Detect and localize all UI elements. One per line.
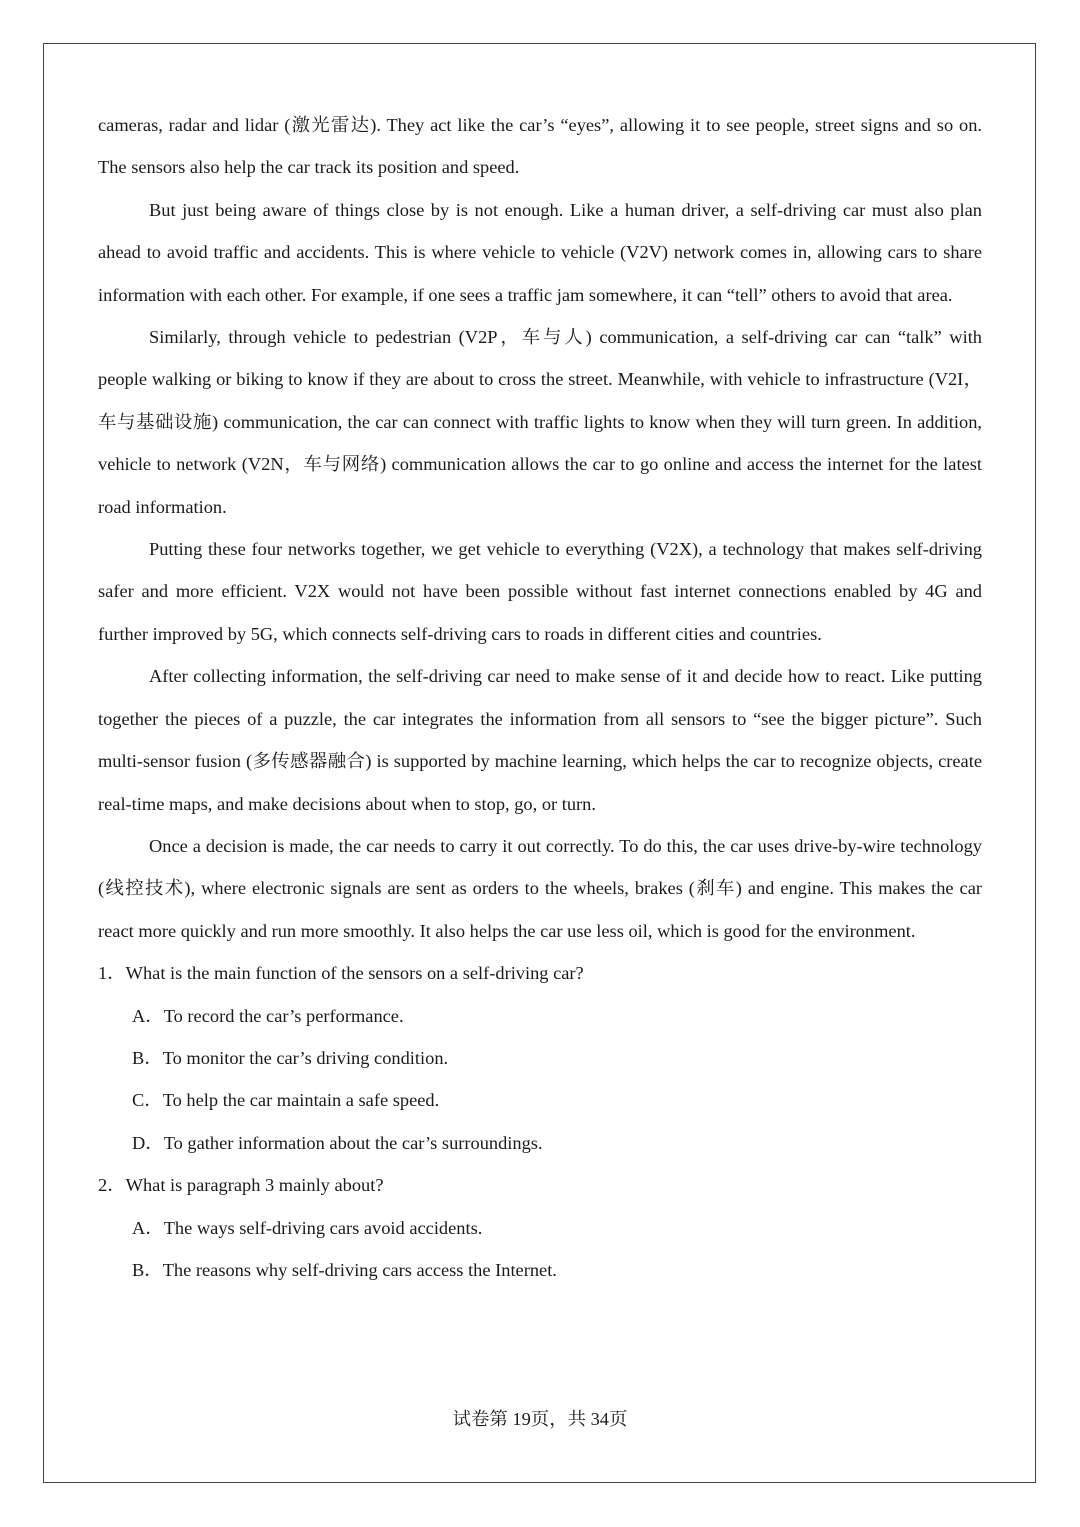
option-letter: C (132, 1090, 145, 1111)
question-2-stem: 2．What is paragraph 3 mainly about? (98, 1175, 384, 1196)
question-number: 1 (98, 963, 108, 984)
question-1-option-c[interactable]: C．To help the car maintain a safe speed. (132, 1090, 440, 1111)
option-text: To record the car’s performance. (163, 1005, 404, 1026)
question-1-option-a[interactable]: A．To record the car’s performance. (132, 1005, 404, 1026)
option-letter: D (132, 1132, 146, 1153)
question-1-option-b[interactable]: B．To monitor the car’s driving condition. (132, 1047, 449, 1068)
question-text: What is the main function of the sensors on a self-driving car? (125, 963, 584, 984)
passage-paragraph: Once a decision is made, the car needs to carry it out correctly. To do this, the car uses drive-by-wire technology (线控技术), where electronic signals are sent as orders to the wheels, brakes (刹车) and engine. This makes the car react more quickly and run more smoothly. It also helps the car use less oil, which is good for the environment. (98, 835, 982, 941)
option-text: To monitor the car’s driving condition. (162, 1047, 449, 1068)
option-letter: A (132, 1005, 146, 1026)
question-number: 2 (98, 1175, 108, 1196)
passage-paragraph: cameras, radar and lidar (激光雷达). They act like the car’s “eyes”, allowing it to see people, street signs and so on. The sensors also help the car track its position and speed. (98, 115, 982, 178)
question-2-option-a[interactable]: A．The ways self-driving cars avoid accidents. (132, 1217, 483, 1238)
option-text: To gather information about the car’s surroundings. (163, 1132, 543, 1153)
passage-paragraph: But just being aware of things close by is not enough. Like a human driver, a self-driving car must also plan ahead to avoid traffic and accidents. This is where vehicle to vehicle (V2V) network comes in, allowing cars to share information with each other. For example, if one sees a traffic jam somewhere, it can “tell” others to avoid that area. (98, 199, 982, 305)
option-text: The reasons why self-driving cars access the Internet. (162, 1259, 557, 1280)
option-letter: A (132, 1217, 146, 1238)
page-footer: 试卷第 19页，共 34页 (452, 1409, 628, 1429)
option-letter: B (132, 1259, 145, 1280)
option-letter: B (132, 1047, 145, 1068)
passage-paragraph: After collecting information, the self-driving car need to make sense of it and decide how to react. Like putting together the pieces of a puzzle, the car integrates the information from all sensors to “see the bigger picture”. Such multi-sensor fusion (多传感器融合) is supported by machine learning, which helps the car to recognize objects, create real-time maps, and make decisions about when to stop, go, or turn. (98, 666, 982, 814)
question-1-stem: 1．What is the main function of the sensors on a self-driving car? (98, 963, 584, 984)
question-1-option-d[interactable]: D．To gather information about the car’s surroundings. (132, 1132, 543, 1153)
question-text: What is paragraph 3 mainly about? (125, 1175, 384, 1196)
option-text: To help the car maintain a safe speed. (162, 1090, 440, 1111)
question-2-option-b[interactable]: B．The reasons why self-driving cars access the Internet. (132, 1259, 557, 1280)
exam-content (98, 104, 982, 1291)
passage-paragraph: Similarly, through vehicle to pedestrian (V2P，车与人) communication, a self-driving car can “talk” with people walking or biking to know if they are about to cross the street. Meanwhile, with vehicle to infrastructure (V2I，车与基础设施) communication, the car can connect with traffic lights to know when they will turn green. In addition, vehicle to network (V2N，车与网络) communication allows the car to go online and access the internet for the latest road information. (98, 327, 982, 517)
passage-paragraph: Putting these four networks together, we get vehicle to everything (V2X), a technology that makes self-driving safer and more efficient. V2X would not have been possible without fast internet connections enabled by 4G and further improved by 5G, which connects self-driving cars to roads in different cities and countries. (98, 539, 982, 644)
option-text: The ways self-driving cars avoid accidents. (163, 1217, 483, 1238)
